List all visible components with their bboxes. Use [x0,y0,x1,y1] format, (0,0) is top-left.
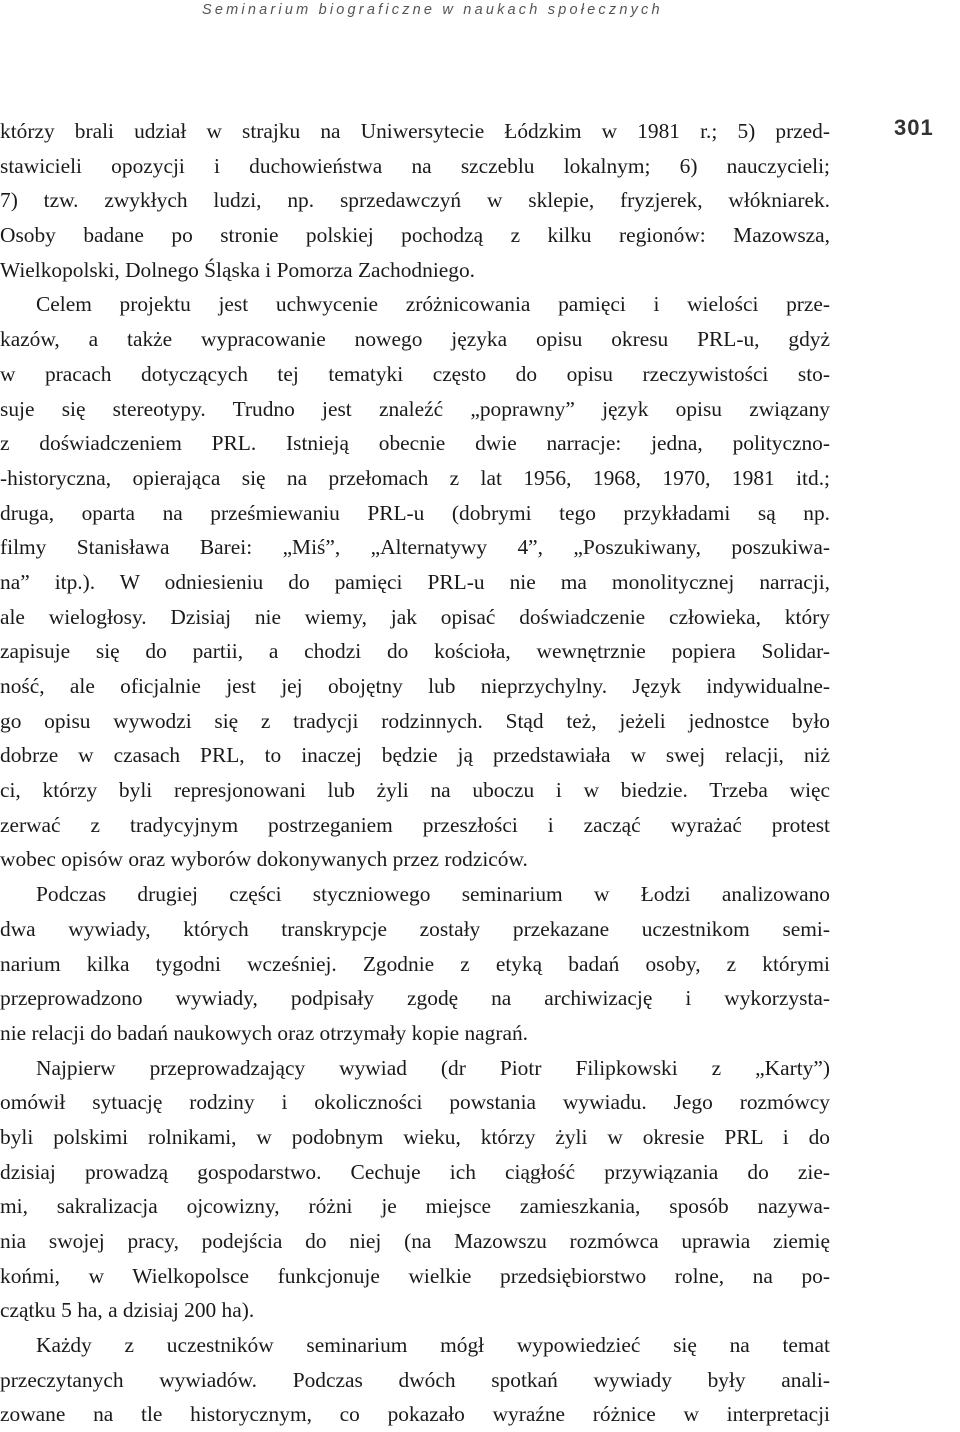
text-line: na” itp.). W odniesieniu do pamięci PRL-u nie ma monolitycznej narracji, [0,569,830,594]
text-line: ność, ale oficjalnie jest jej obojętny lub nieprzychylny. Język indywidualne- [0,674,830,698]
text-line: Podczas drugiej części styczniowego seminarium w Łodzi analizowano [36,882,830,907]
text-line: kazów, a także wypracowanie nowego języka opisu okresu PRL-u, gdyż [0,327,830,352]
text-line: nie relacji do badań naukowych oraz otrzymały kopie nagrań. [0,1020,529,1045]
text-line: omówił sytuację rodziny i okoliczności powstania wywiadu. Jego rozmówcy [0,1090,830,1115]
text-line: Wielkopolski, Dolnego Śląska i Pomorza Zachodniego. [0,257,475,282]
text-line: mi, sakralizacja ojcowizny, różni je miejsce zamieszkania, sposób nazywa- [0,1194,830,1219]
body-text [0,114,830,1432]
text-line: ci, którzy byli represjonowani lub żyli na uboczu i w biedzie. Trzeba więc [0,778,830,803]
text-line: przeprowadzono wywiady, podpisały zgodę na archiwizację i wykorzysta- [0,986,830,1011]
text-line: którzy brali udział w strajku na Uniwersytecie Łódzkim w 1981 r.; 5) przed- [0,119,830,143]
text-line: stawicieli opozycji i duchowieństwa na szczeblu lokalnym; 6) nauczycieli; [0,153,830,178]
text-line: w pracach dotyczących tej tematyki często do opisu rzeczywistości sto- [0,361,830,386]
text-line: Najpierw przeprowadzający wywiad (dr Piotr Filipkowski z „Karty”) [36,1055,830,1080]
text-line: druga, oparta na prześmiewaniu PRL-u (dobrymi tego przykładami są np. [0,500,830,525]
text-line: wobec opisów oraz wyborów dokonywanych przez rodziców. [0,847,528,872]
text-line: dwa wywiady, których transkrypcje zostały przekazane uczestnikom semi- [0,916,830,941]
text-line: nia swojej pracy, podejścia do niej (na Mazowszu rozmówca uprawia ziemię [0,1229,830,1253]
text-line: -historyczna, opierająca się na przełomach z lat 1956, 1968, 1970, 1981 itd.; [0,465,830,490]
text-line: zowane na tle historycznym, co pokazało wyraźne różnice w interpretacji [0,1402,830,1427]
text-line: byli polskimi rolnikami, w podobnym wieku, którzy żyli w okresie PRL i do [0,1124,830,1149]
running-header: Seminarium biograficzne w naukach społecznych [202,2,663,18]
text-line: narium kilka tygodni wcześniej. Zgodnie z etyką badań osoby, z którymi [0,951,830,976]
text-line: Celem projektu jest uchwycenie zróżnicowania pamięci i wielości prze- [36,292,830,317]
text-line: Każdy z uczestników seminarium mógł wypowiedzieć się na temat [36,1333,830,1358]
text-line: go opisu wywodzi się z tradycji rodzinnych. Stąd też, jeżeli jednostce było [0,708,830,733]
page-number: 301 [894,115,934,140]
text-line: czątku 5 ha, a dzisiaj 200 ha). [0,1298,255,1323]
text-line: przeczytanych wywiadów. Podczas dwóch spotkań wywiady były anali- [0,1367,830,1392]
text-line: dobrze w czasach PRL, to inaczej będzie ją przedstawiała w swej relacji, niż [0,743,830,768]
text-line: dzisiaj prowadzą gospodarstwo. Cechuje ich ciągłość przywiązania do zie- [0,1159,830,1184]
text-line: Osoby badane po stronie polskiej pochodzą z kilku regionów: Mazowsza, [0,223,830,248]
text-line: z doświadczeniem PRL. Istnieją obecnie dwie narracje: jedna, polityczno- [0,431,830,456]
text-line: zerwać z tradycyjnym postrzeganiem przeszłości i zacząć wyrażać protest [0,812,830,837]
text-line: filmy Stanisława Barei: „Miś”, „Alternatywy 4”, „Poszukiwany, poszukiwa- [0,535,830,560]
text-line: suje się stereotypy. Trudno jest znaleźć „poprawny” język opisu związany [0,396,830,421]
text-line: 7) tzw. zwykłych ludzi, np. sprzedawczyń w sklepie, fryzjerek, włókniarek. [0,188,830,213]
text-line: ale wielogłosy. Dzisiaj nie wiemy, jak opisać doświadczenie człowieka, który [0,604,830,629]
text-line: końmi, w Wielkopolsce funkcjonuje wielkie przedsiębiorstwo rolne, na po- [0,1263,830,1288]
text-line: zapisuje się do partii, a chodzi do kościoła, wewnętrznie popiera Solidar- [0,639,830,664]
